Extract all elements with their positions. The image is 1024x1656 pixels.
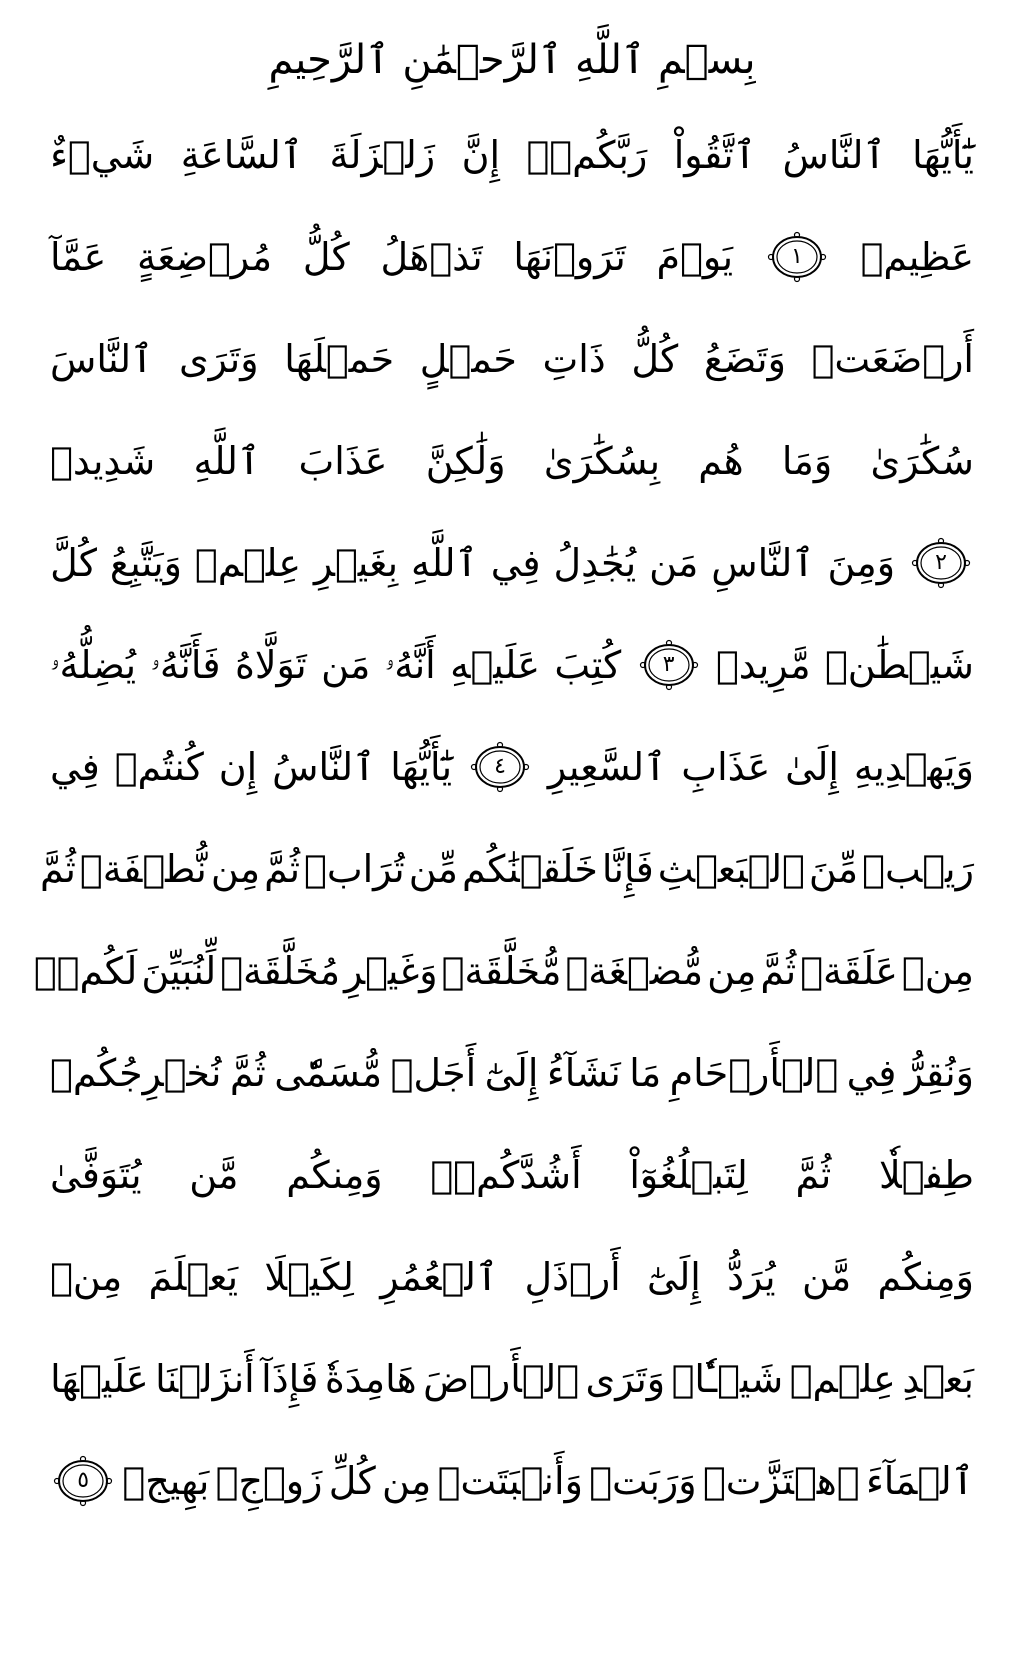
quran-word: ٱلۡأَرۡضَ — [423, 1357, 580, 1401]
quran-word: كُلَّ — [50, 541, 98, 585]
quran-word: عِلۡمٖ — [789, 1357, 896, 1401]
quran-word: ذَاتِ — [542, 337, 606, 381]
ayah-number: ١ — [790, 244, 803, 269]
ayah-number-marker — [469, 741, 531, 793]
quran-word: مَا — [629, 1051, 662, 1095]
quran-word: نُّطۡفَةٖ — [79, 847, 207, 891]
quran-word: ثُمَّ — [229, 1051, 266, 1095]
ayah-number: ٤ — [494, 754, 506, 779]
text-line — [48, 1430, 976, 1532]
ayah-number: ٢ — [935, 550, 947, 575]
quran-word: أَنَّهُۥ — [384, 643, 436, 687]
quran-word: ٱللَّهِ — [193, 439, 261, 483]
quran-word: لِتَبۡلُغُوٓاْ — [629, 1153, 748, 1197]
quran-word: وَرَبَتۡ — [589, 1459, 697, 1503]
quran-word: شَدِيدٞ — [50, 439, 156, 483]
basmala: بِسۡمِ ٱللَّهِ ٱلرَّحۡمَٰنِ ٱلرَّحِيمِ — [268, 37, 756, 83]
quran-word: فِي — [846, 1051, 897, 1095]
quran-word: فِي — [490, 541, 541, 585]
quran-word: ٱهۡتَزَّتۡ — [702, 1459, 860, 1503]
quran-word: عَذَابَ — [298, 439, 388, 483]
quran-word: إِلَىٰ — [785, 745, 839, 789]
quran-word: مَّرِيدٖ — [715, 643, 811, 687]
quran-word: عَلَيۡهِ — [450, 643, 541, 687]
quran-word: عِلۡمٖ — [194, 541, 302, 585]
quran-word: مُّسَمّٗى — [274, 1051, 383, 1095]
quran-text-lines — [33, 104, 976, 1532]
quran-word: لَكُمۡۚ — [33, 949, 138, 993]
quran-word: وَيَهۡدِيهِ — [853, 745, 974, 789]
quran-word: عَلَقَةٖ — [800, 949, 898, 993]
quran-word: مُّخَلَّقَةٖ — [441, 949, 562, 993]
quran-word: ٱتَّقُواْ — [673, 133, 757, 177]
text-line — [48, 410, 976, 512]
quran-word: وَمِنَ — [827, 541, 896, 585]
quran-word: وَتَرَى — [585, 1357, 666, 1401]
quran-word: ٱلۡمَآءَ — [865, 1459, 974, 1503]
quran-word: ثُمَّ — [40, 847, 76, 891]
quran-word: ٱلسَّاعَةِ — [180, 133, 304, 177]
ayah-number-marker — [910, 537, 972, 589]
text-line — [48, 1022, 976, 1124]
quran-word: سُكَٰرَىٰ — [870, 439, 974, 483]
quran-word: ٱلنَّاسُ — [782, 133, 886, 177]
quran-word: مُخَلَّقَةٖ — [220, 949, 341, 993]
quran-word: ٱلۡعُمُرِ — [380, 1255, 499, 1299]
quran-word: يَعۡلَمَ — [148, 1255, 239, 1299]
quran-word: شَيۡطَٰنٖ — [824, 643, 974, 687]
quran-word: ٱلنَّاسُ — [272, 745, 376, 789]
quran-word: عَمَّآ — [50, 235, 107, 279]
text-line — [48, 104, 976, 206]
quran-word: فَأَنَّهُۥ — [150, 643, 221, 687]
quran-word: هُم — [698, 439, 744, 483]
quran-word: تَرَوۡنَهَا — [513, 235, 626, 279]
quran-word: لِّنُبَيِّنَ — [141, 949, 217, 993]
quran-word: وَلَٰكِنَّ — [425, 439, 506, 483]
quran-word: فَإِذَآ — [261, 1357, 319, 1401]
quran-word: أَجَلٖ — [390, 1051, 477, 1095]
quran-word: وَنُقِرُّ — [904, 1051, 974, 1095]
quran-word: وَيَتَّبِعُ — [109, 541, 183, 585]
quran-word: وَغَيۡرِ — [344, 949, 438, 993]
quran-word: نُخۡرِجُكُمۡ — [50, 1051, 222, 1095]
quran-word: فِي — [50, 745, 100, 789]
quran-word: ثُمَّ — [264, 847, 301, 891]
quran-word: مَّن — [801, 1255, 852, 1299]
quran-word: مِّنَ — [808, 847, 859, 891]
ayah-number-marker — [638, 639, 700, 691]
quran-word: يُضِلُّهُۥ — [50, 643, 137, 687]
quran-word: كُلُّ — [302, 235, 350, 279]
quran-word: يُرَدُّ — [727, 1255, 776, 1299]
quran-word: مِن — [210, 847, 261, 891]
quran-word: ٱلنَّاسِ — [711, 541, 815, 585]
quran-word: مِنۢ — [50, 1255, 123, 1299]
quran-word: ٱلسَّعِيرِ — [547, 745, 667, 789]
quran-word: وَأَنۢبَتَتۡ — [437, 1459, 583, 1503]
quran-word: مِنۡ — [901, 949, 974, 993]
quran-word: مِن — [707, 949, 757, 993]
quran-word: وَمَا — [781, 439, 833, 483]
text-line — [48, 206, 976, 308]
quran-word: بِغَيۡرِ — [313, 541, 399, 585]
quran-word: رَبَّكُمۡۚ — [526, 133, 648, 177]
quran-word: أَنزَلۡنَا — [155, 1357, 255, 1401]
text-line — [48, 1328, 976, 1430]
text-line — [48, 614, 976, 716]
quran-word: يَٰٓأَيُّهَا — [390, 745, 453, 789]
quran-word: خَلَقۡنَٰكُم — [462, 847, 598, 891]
quran-word: تُرَابٖ — [304, 847, 405, 891]
text-line — [48, 308, 976, 410]
text-line — [48, 1226, 976, 1328]
quran-word: أَرۡذَلِ — [524, 1255, 621, 1299]
quran-word: شَيۡـٔٗاۚ — [671, 1357, 784, 1401]
quran-word: ٱلۡبَعۡثِ — [657, 847, 805, 891]
quran-word: شَيۡءٌ — [50, 133, 155, 177]
quran-word: بِسُكَٰرَىٰ — [543, 439, 661, 483]
quran-word: أَشُدَّكُمۡۖ — [430, 1153, 582, 1197]
quran-word: ثُمَّ — [760, 949, 797, 993]
quran-word: بَهِيجٖ — [122, 1459, 210, 1503]
quran-word: حَمۡلَهَا — [284, 337, 395, 381]
ayah-number-marker — [52, 1455, 114, 1507]
quran-word: إِلَىٰٓ — [484, 1051, 539, 1095]
quran-word: وَتَضَعُ — [703, 337, 786, 381]
quran-word: زَوۡجِۭ — [215, 1459, 323, 1503]
quran-word: أَرۡضَعَتۡ — [811, 337, 974, 381]
quran-word: إِن — [218, 745, 258, 789]
quran-word: هَامِدَةٗ — [324, 1357, 417, 1401]
quran-word: مَن — [649, 541, 699, 585]
quran-word: زَلۡزَلَةَ — [329, 133, 436, 177]
quran-word: إِلَىٰٓ — [647, 1255, 701, 1299]
quran-word: ٱلنَّاسَ — [50, 337, 154, 381]
quran-word: ٱللَّهِ — [411, 541, 478, 585]
quran-word: فَإِنَّا — [601, 847, 654, 891]
quran-word: يُجَٰدِلُ — [553, 541, 637, 585]
quran-word: وَمِنكُم — [877, 1255, 974, 1299]
quran-word: مُّضۡغَةٖ — [565, 949, 704, 993]
quran-word: تَذۡهَلُ — [380, 235, 483, 279]
quran-word: وَمِنكُم — [286, 1153, 383, 1197]
quran-word: عَذَابِ — [681, 745, 771, 789]
text-line — [48, 512, 976, 614]
quran-word: كُتِبَ — [554, 643, 622, 687]
quran-word: لِكَيۡلَا — [264, 1255, 354, 1299]
quran-word: عَظِيمٞ — [860, 235, 974, 279]
text-line — [48, 1124, 976, 1226]
quran-word: يَٰٓأَيُّهَا — [912, 133, 974, 177]
quran-word: طِفۡلٗا — [879, 1153, 974, 1197]
text-line — [48, 716, 976, 818]
quran-word: مَّن — [189, 1153, 239, 1197]
text-line — [33, 920, 976, 1022]
text-line — [40, 818, 976, 920]
quran-word: عَلَيۡهَا — [50, 1357, 149, 1401]
ayah-number-marker — [766, 231, 828, 283]
ayah-number: ٥ — [77, 1468, 90, 1493]
quran-word: رَيۡبٖ — [862, 847, 974, 891]
quran-word: كُلِّ — [328, 1459, 376, 1503]
quran-word: نَشَآءُ — [546, 1051, 621, 1095]
quran-word: يَوۡمَ — [656, 235, 734, 279]
quran-word: ٱلۡأَرۡحَامِ — [669, 1051, 839, 1095]
quran-word: وَتَرَى — [178, 337, 259, 381]
quran-word: كُنتُمۡ — [114, 745, 204, 789]
quran-word: إِنَّ — [461, 133, 501, 177]
quran-word: مِّن — [408, 847, 458, 891]
quran-word: ثُمَّ — [795, 1153, 832, 1197]
quran-word: يُتَوَفَّىٰ — [50, 1153, 142, 1197]
quran-word: مَن — [321, 643, 371, 687]
quran-word: مُرۡضِعَةٍ — [137, 235, 273, 279]
quran-word: حَمۡلٍ — [419, 337, 517, 381]
quran-word: تَوَلَّاهُ — [234, 643, 307, 687]
ayah-number: ٣ — [662, 652, 675, 677]
quran-word: بَعۡدِ — [902, 1357, 974, 1401]
quran-word: مِن — [381, 1459, 432, 1503]
quran-word: كُلُّ — [631, 337, 679, 381]
